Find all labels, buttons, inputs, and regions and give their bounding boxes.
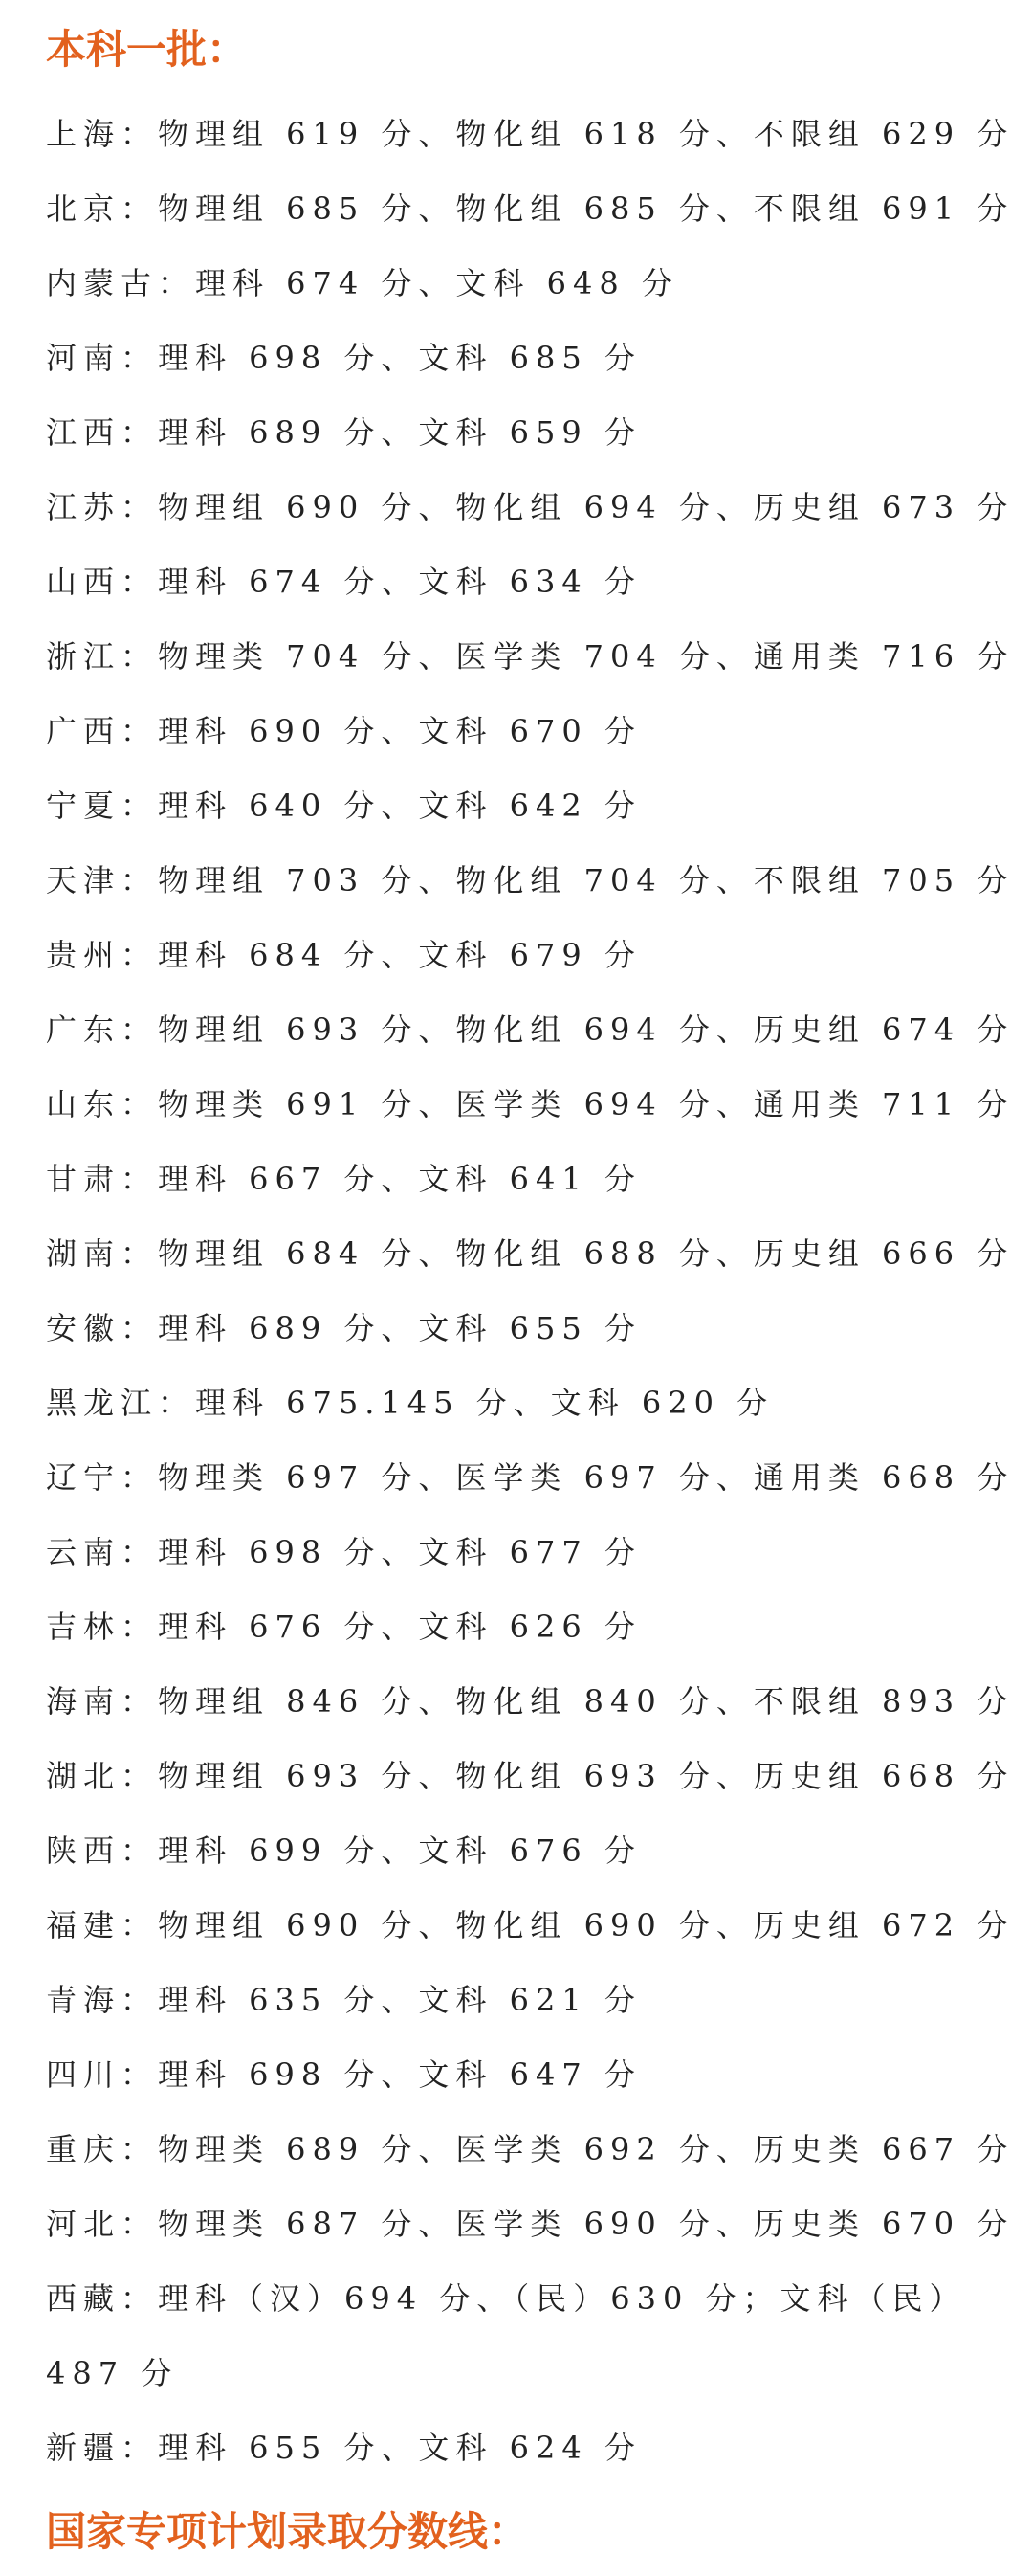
score-line-continuation: 487 分 [46,2355,179,2391]
score-line: 青海：理科 635 分、文科 621 分 [46,1982,642,2018]
score-line: 辽宁：物理类 697 分、医学类 697 分、通用类 668 分 [46,1459,1015,1496]
score-line: 四川：理科 698 分、文科 647 分 [46,2056,642,2093]
score-line: 重庆：物理类 689 分、医学类 692 分、历史类 667 分 [46,2131,1015,2167]
score-line: 天津：物理组 703 分、物化组 704 分、不限组 705 分 [46,862,1015,899]
score-line: 海南：物理组 846 分、物化组 840 分、不限组 893 分 [46,1683,1015,1720]
score-line: 西藏：理科（汉）694 分、（民）630 分；文科（民） [46,2280,967,2317]
score-line: 河南：理科 698 分、文科 685 分 [46,340,642,376]
section-title-first-batch: 本科一批： [46,26,248,73]
score-line: 山东：物理类 691 分、医学类 694 分、通用类 711 分 [46,1086,1015,1122]
score-line: 新疆：理科 655 分、文科 624 分 [46,2430,642,2466]
score-line: 贵州：理科 684 分、文科 679 分 [46,937,642,973]
score-line: 浙江：物理类 704 分、医学类 704 分、通用类 716 分 [46,638,1015,675]
score-line: 上海：物理组 619 分、物化组 618 分、不限组 629 分 [46,116,1015,152]
score-line: 江西：理科 689 分、文科 659 分 [46,414,642,451]
score-line: 福建：物理组 690 分、物化组 690 分、历史组 672 分 [46,1907,1015,1943]
score-line: 安徽：理科 689 分、文科 655 分 [46,1310,642,1346]
score-line: 宁夏：理科 640 分、文科 642 分 [46,788,642,824]
score-line: 广东：物理组 693 分、物化组 694 分、历史组 674 分 [46,1011,1015,1048]
score-line: 北京：物理组 685 分、物化组 685 分、不限组 691 分 [46,190,1015,227]
score-line: 湖南：物理组 684 分、物化组 688 分、历史组 666 分 [46,1235,1015,1272]
score-line: 黑龙江：理科 675.145 分、文科 620 分 [46,1385,775,1421]
score-line: 江苏：物理组 690 分、物化组 694 分、历史组 673 分 [46,489,1015,525]
score-line: 河北：物理类 687 分、医学类 690 分、历史类 670 分 [46,2206,1015,2242]
score-line: 广西：理科 690 分、文科 670 分 [46,713,642,749]
score-line: 吉林：理科 676 分、文科 626 分 [46,1609,642,1645]
score-line: 甘肃：理科 667 分、文科 641 分 [46,1161,642,1197]
score-line: 陕西：理科 699 分、文科 676 分 [46,1832,642,1869]
score-line: 内蒙古：理科 674 分、文科 648 分 [46,265,679,301]
score-line: 云南：理科 698 分、文科 677 分 [46,1534,642,1570]
section-title-special-plan: 国家专项计划录取分数线： [46,2508,529,2555]
score-line: 湖北：物理组 693 分、物化组 693 分、历史组 668 分 [46,1758,1015,1794]
score-line: 山西：理科 674 分、文科 634 分 [46,564,642,600]
